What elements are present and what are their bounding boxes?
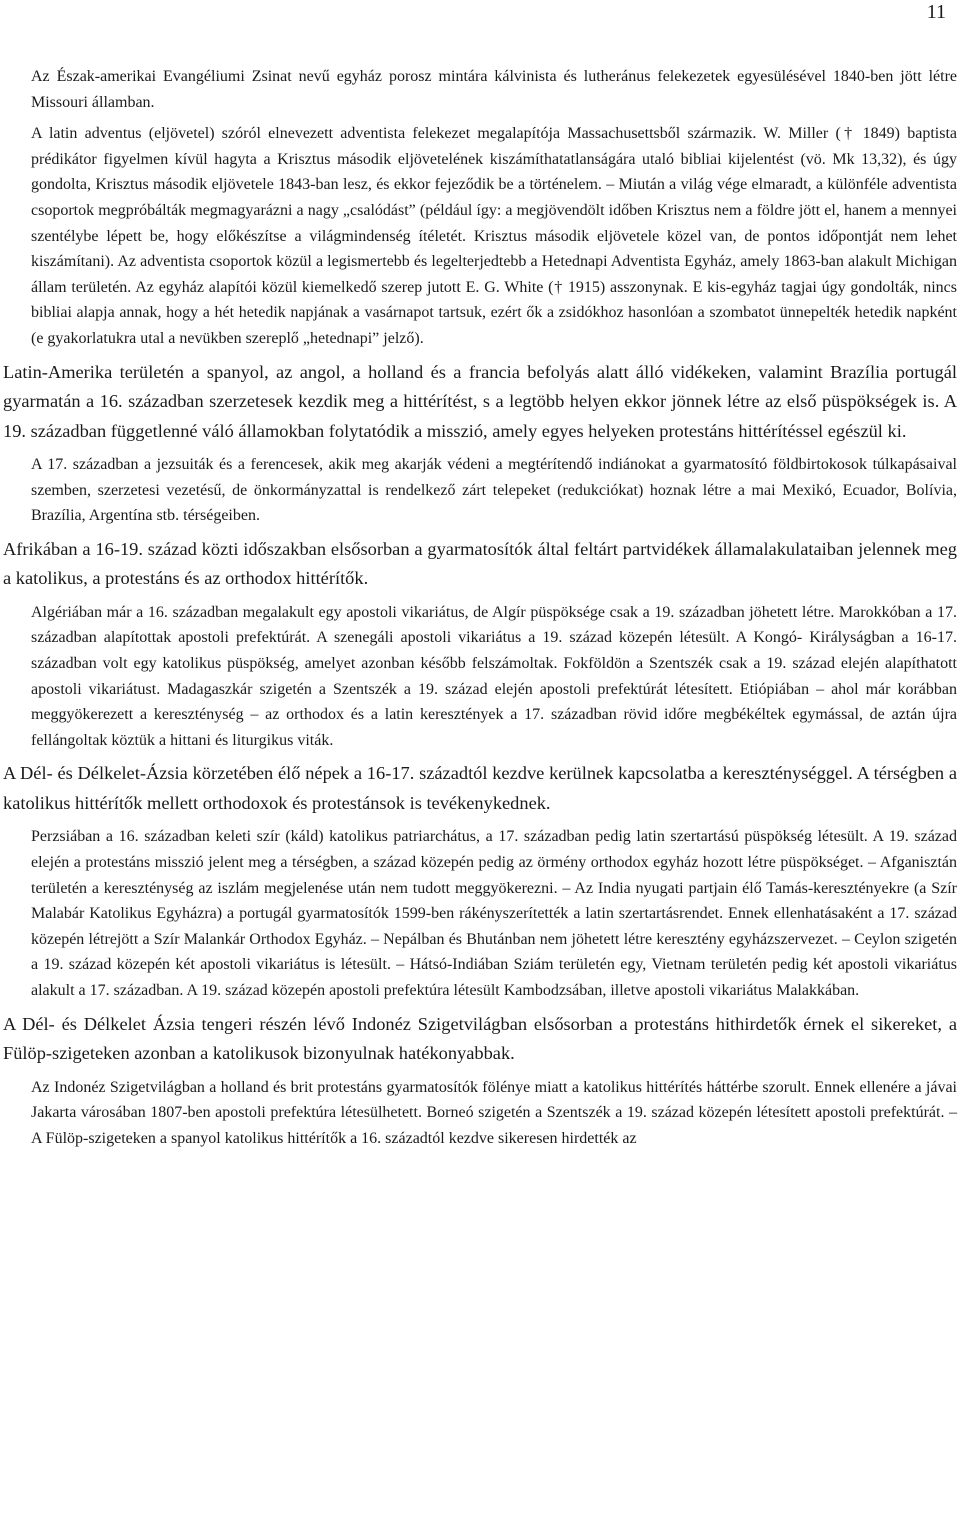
page-number: 11	[926, 1, 946, 23]
paragraph: Latin-Amerika területén a spanyol, az angol, a holland és a francia befolyás alatt álló vidékeken, valamint Brazília portugál gyarmatán a 16. században szerzetesek kezdik meg a hittérítést, s a legtöbb helyen ekkor jönnek létre az első püspökségek is. A 19. században függetlenné váló államokban folytatódik a misszió, amely egyes helyeken protestáns hittérítéssel egészül ki.	[3, 361, 957, 441]
paragraph: A Dél- és Délkelet Ázsia tengeri részén lévő Indonéz Szigetvilágban elsősorban a protestáns hithirdetők érnek el sikereket, a Fülöp-szigeteken azonban a katolikusok bizonyulnak hatékonyabbak.	[3, 1013, 957, 1064]
paragraph: A 17. században a jezsuiták és a ferencesek, akik meg akarják védeni a megtérítendő indiánokat a gyarmatosító földbirtokosok túlkapásaival szemben, szerzetesi vezetésű, de önkormányzattal is rendelkező zárt telepeket (redukciókat) hoznak létre a mai Mexikó, Ecuador, Bolívia, Brazília, Argentína stb. térségeiben.	[31, 456, 957, 525]
paragraph: Perzsiában a 16. században keleti szír (káld) katolikus patriarchátus, a 17. században pedig latin szertartású püspökség létesült. A 19. század elején a protestáns misszió jelent meg a térségben, a század közepén pedig az örmény orthodox egyház hozott létre püspökséget. – Afganisztán területén a kereszténység az iszlám megjelenése után nem tudott meggyökerezni. – Az India nyugati partjain élő Tamás-keresztényekre (a Szír Malabár Katolikus Egyházra) a portugál gyarmatosítók 1599-ben rákényszerítették a latin szertartásrendet. Ennek ellenhatásaként a 17. század közepén létrejött a Szír Malankár Orthodox Egyház. – Nepálban és Bhutánban nem jöhetett létre keresztény egyházszervezet. – Ceylon szigetén a 19. század közepén két apostoli vikariátus is létesült. – Hátsó-Indiában Sziám területén egy, Vietnam területén pedig két apostoli vikariátus alakult a 17. században. A 19. század közepén apostoli prefektúra létesült Kambodzsában, illetve apostoli vikariátus Malakkában.	[31, 828, 957, 999]
paragraph: A Dél- és Délkelet-Ázsia körzetében élő népek a 16-17. századtól kezdve kerülnek kapcsolatba a kereszténységgel. A térségben a katolikus hittérítők mellett orthodoxok és protestánsok is tevékenykednek.	[3, 763, 957, 813]
paragraph: Algériában már a 16. században megalakult egy apostoli vikariátus, de Algír püspöksége csak a 19. században jöhetett létre. Marokkóban a 17. században alapítottak apostoli prefektúrát. A szenegáli apostoli vikariátus a 19. század közepén létesült. A Kongó- Királyságban a 16-17. században volt egy katolikus püspökség, amelyet azonban később felszámoltak. Fokföldön a Szentszék csak a 19. század elején alapíthatott apostoli vikariátust. Madagaszkár szigetén a Szentszék a 19. század elején apostoli prefektúrát létesített. Etiópiában – ahol már korábban meggyökerezett a kereszténység – az orthodox és a latin keresztények a 17. században rövid időre megbékéltek egymással, de aztán újra fellángoltak köztük a hittani és liturgikus viták.	[31, 603, 957, 749]
paragraph: Afrikában a 16-19. század közti időszakban elsősorban a gyarmatosítók által feltárt partvidékek államalakulataiban jelennek meg a katolikus, a protestáns és az orthodox hittérítők.	[3, 538, 957, 589]
paragraph: Az Indonéz Szigetvilágban a holland és brit protestáns gyarmatosítók fölénye miatt a katolikus hittérítés háttérbe szorult. Ennek ellenére a jávai Jakarta városában 1807-ben apostoli prefektúra létesülhetett. Borneó szigetén a Szentszék a 19. század közepén létesített apostoli prefektúrát. – A Fülöp-szigeteken a spanyol katolikus hittérítők a 16. századtól kezdve sikeresen hirdették az	[31, 1078, 957, 1147]
document-body	[0, 64, 960, 1515]
paragraph: A latin adventus (eljövetel) szóról elnevezett adventista felekezet megalapítója Massachusettsből származik. W. Miller († 1849) baptista prédikátor figyelmen kívül hagyta a Krisztus második eljövetelének kiszámíthatatlanságára utaló bibliai kijelentést (vö. Mk 13,32), és úgy gondolta, Krisztus második eljövetele 1843-ban lesz, és ekkor fejeződik be a történelem. – Miután a világ vége elmaradt, a különféle adventista csoportok megpróbálták megmagyarázni a nagy „csalódást” (például így: a megjövendölt időben Krisztus nem a földre jött el, hanem a mennyei szentélybe lépett be, hogy előkészítse a világmindenség ítéletét. Krisztus második eljövetele közel van, de pontos időpontját nem lehet kiszámítani). Az adventista csoportok közül a legismertebb és legelterjedtebb a Hetednapi Adventista Egyház, amely 1863-ban alakult Michigan állam területén. Az egyház alapítói közül kiemelkedő szerep jutott E. G. White († 1915) asszonynak. E kis-egyház tagjai úgy gondolták, nincs bibliai alapja annak, hogy a hét hetedik napjának a vasárnapot tartsuk, ezért ők a zsidókhoz hasonlóan a szombatot ünnepelték hetedik napként (e gyakorlatukra utal a nevükben szereplő „hetednapi” jelző).	[31, 125, 957, 347]
paragraph: Az Észak-amerikai Evangéliumi Zsinat nevű egyház porosz mintára kálvinista és lutheránus felekezetek egyesülésével 1840-ben jött létre Missouri államban.	[31, 68, 957, 111]
